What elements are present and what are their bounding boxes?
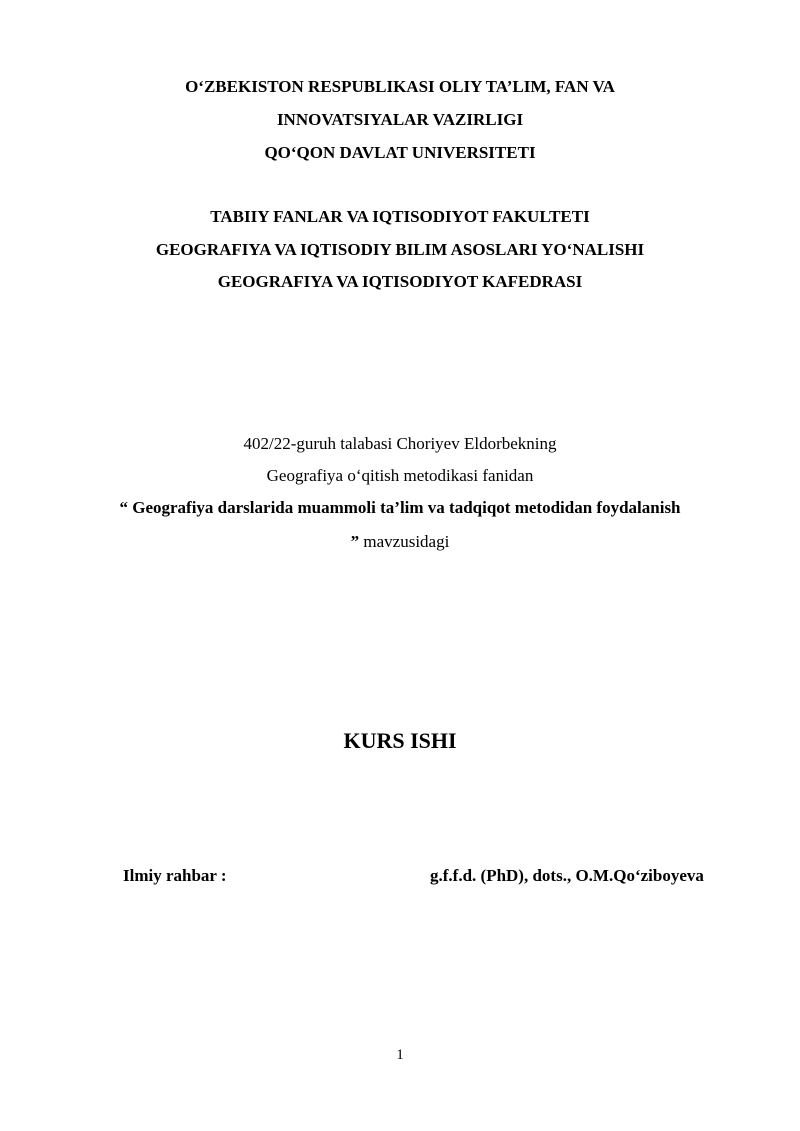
topic-close-quote: ” bbox=[350, 532, 360, 551]
direction-name: GEOGRAFIYA VA IQTISODIY BILIM ASOSLARI YO‘NALISHI bbox=[155, 240, 645, 259]
ministry-line-1: O‘ZBEKISTON RESPUBLIKASI OLIY TA’LIM, FAN VA bbox=[185, 77, 615, 96]
page-number: 1 bbox=[396, 1047, 404, 1063]
topic-suffix-line bbox=[0, 532, 800, 552]
document-title: KURS ISHI bbox=[343, 728, 457, 753]
university-name: QO‘QON DAVLAT UNIVERSITETI bbox=[264, 143, 536, 162]
student-line: 402/22-guruh talabasi Choriyev Eldorbekning bbox=[243, 434, 557, 453]
topic-suffix: mavzusidagi bbox=[359, 532, 450, 551]
topic-line: “ Geografiya darslarida muammoli ta’lim va tadqiqot metodidan foydalanish bbox=[119, 498, 681, 517]
department-name: GEOGRAFIYA VA IQTISODIYOT KAFEDRASI bbox=[217, 272, 583, 291]
ministry-line-2: INNOVATSIYALAR VAZIRLIGI bbox=[276, 110, 524, 129]
supervisor-label: Ilmiy rahbar : bbox=[123, 866, 227, 885]
faculty-name: TABIIY FANLAR VA IQTISODIYOT FAKULTETI bbox=[210, 207, 590, 226]
supervisor-name: g.f.f.d. (PhD), dots., O.M.Qo‘ziboyeva bbox=[430, 866, 704, 885]
subject-line: Geografiya o‘qitish metodikasi fanidan bbox=[266, 466, 534, 485]
